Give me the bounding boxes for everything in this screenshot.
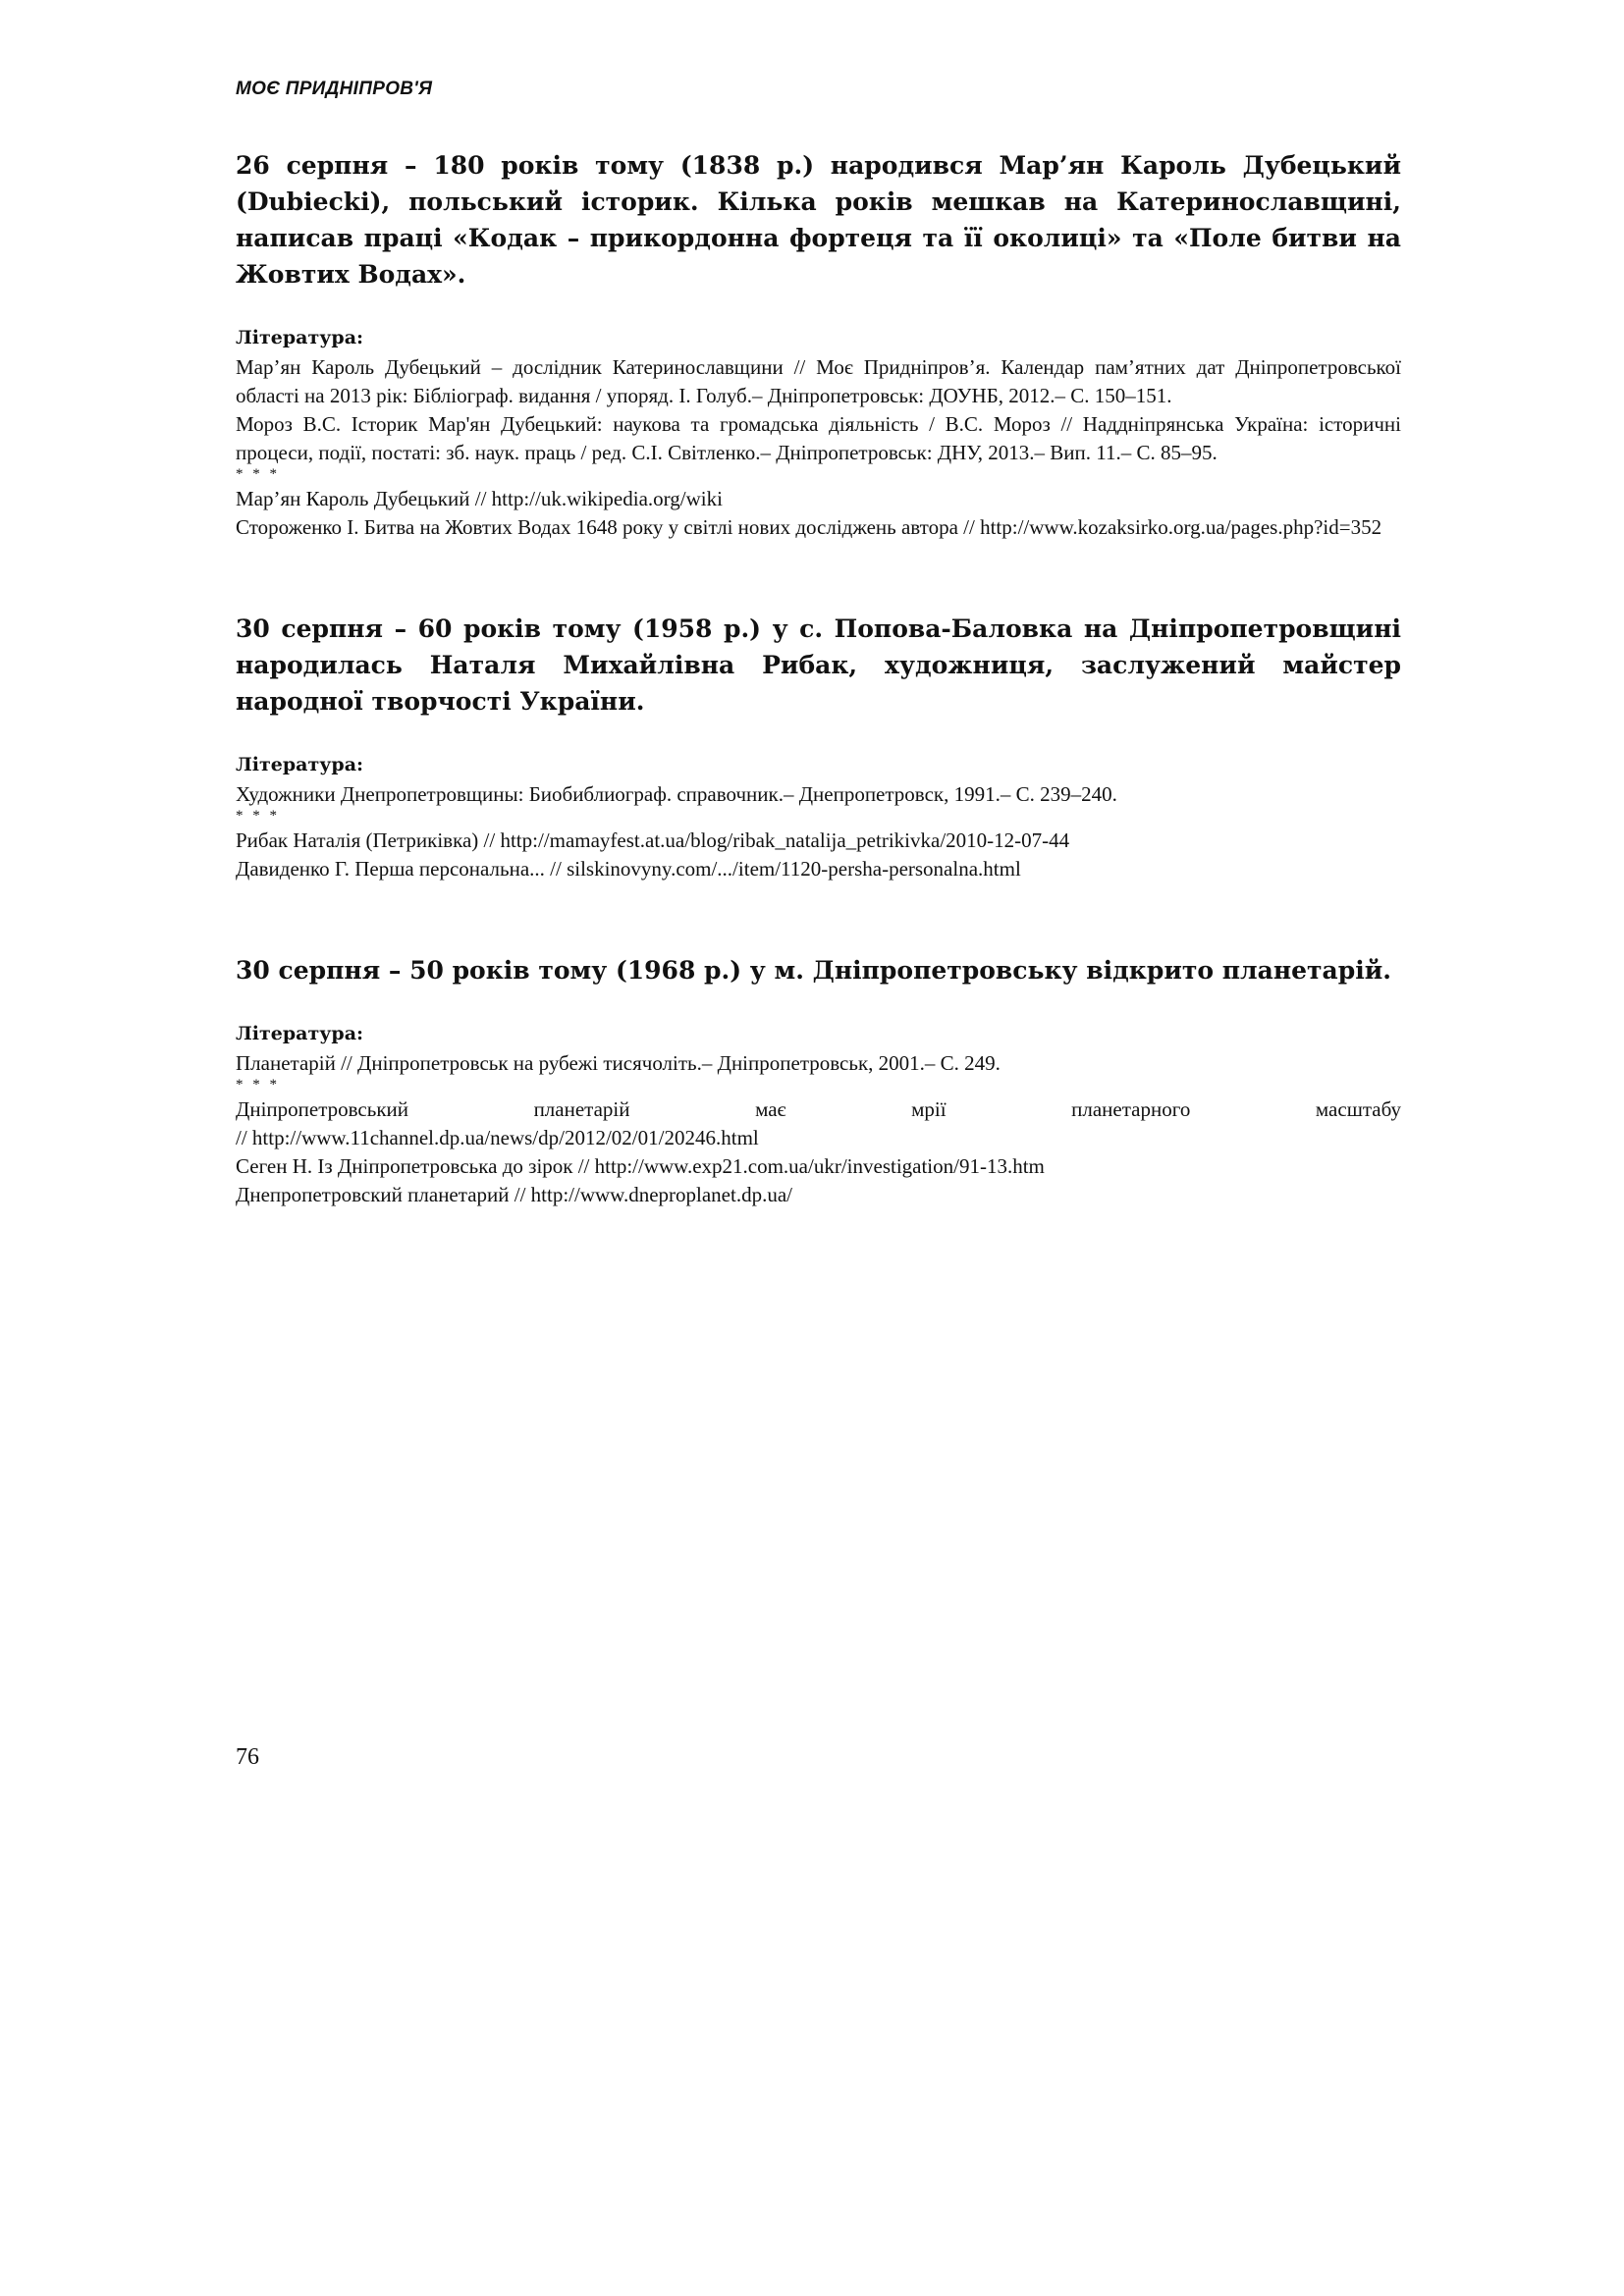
running-header: МОЄ ПРИДНІПРОВ'Я <box>236 79 433 99</box>
calendar-entry <box>236 611 1401 883</box>
entry-title: 30 серпня – 60 років тому (1958 р.) у с. Попова-Баловка на Дніпропетровщині народилась Наталя Михайлівна Рибак, художниця, заслужений майстер народної творчості України. <box>236 614 1401 716</box>
reference-item: Стороженко І. Битва на Жовтих Водах 1648 року у світлі нових досліджень автора // http://www.kozaksirko.org.ua/pages.php?id=352 <box>236 515 1382 539</box>
reference-item: Мар’ян Кароль Дубецький // http://uk.wikipedia.org/wiki <box>236 487 723 510</box>
reference-item: Дніпропетровський планетарій має мрії планетарного масштабу <box>236 1097 1401 1121</box>
literature-heading: Література: <box>236 1023 364 1044</box>
literature-heading: Література: <box>236 327 364 348</box>
entry-title: 30 серпня – 50 років тому (1968 р.) у м. Дніпропетровську відкрито планетарій. <box>236 956 1391 985</box>
reference-item: Планетарій // Дніпропетровськ на рубежі тисячоліть.– Дніпропетровськ, 2001.– С. 249. <box>236 1051 1001 1075</box>
calendar-entry <box>236 147 1401 542</box>
reference-item: Днепропетровский планетарий // http://www.dneproplanet.dp.ua/ <box>236 1183 792 1206</box>
reference-item: // http://www.11channel.dp.ua/news/dp/2012/02/01/20246.html <box>236 1126 759 1149</box>
entry-title: 26 серпня – 180 років тому (1838 р.) народився Мар’ян Кароль Дубецький (Dubiecki), польський історик. Кілька років мешкав на Катеринославщині, написав праці «Кодак – прикордонна фортеця та її околиці» та «Поле битви на Жовтих Водах». <box>236 151 1401 289</box>
reference-item: Мар’ян Кароль Дубецький – дослідник Катеринославщини // Моє Придніпров’я. Календар пам’ятних дат Дніпропетровської області на 2013 рік: Бібліограф. видання / упоряд. І. Голуб.– Дніпропетровськ: ДОУНБ, 2012.– С. 150–151. <box>236 355 1401 407</box>
document-page <box>236 0 1401 2296</box>
reference-item: Сеген Н. Із Дніпропетровська до зірок // http://www.exp21.com.ua/ukr/investigation/91-13.htm <box>236 1154 1045 1178</box>
page-number: 76 <box>236 1744 259 1770</box>
reference-item: Художники Днепропетровщины: Биобиблиограф. справочник.– Днепропетровск, 1991.– С. 239–240. <box>236 782 1117 806</box>
page-content <box>236 147 1401 1278</box>
reference-item: Мороз В.С. Історик Мар'ян Дубецький: наукова та громадська діяльність / В.С. Мороз // Наддніпрянська Україна: історичні процеси, події, постаті: зб. наук. праць / ред. С.І. Світленко.– Дніпропетровськ: ДНУ, 2013.– Вип. 11.– С. 85–95. <box>236 412 1401 464</box>
reference-item: Давиденко Г. Перша персональна... // silskinovyny.com/.../item/1120-persha-personalna.html <box>236 857 1021 881</box>
calendar-entry <box>236 952 1401 1209</box>
literature-heading: Література: <box>236 754 364 775</box>
section-separator: * * * <box>236 466 280 482</box>
section-separator: * * * <box>236 1077 280 1093</box>
section-separator: * * * <box>236 808 280 824</box>
reference-item: Рибак Наталія (Петриківка) // http://mamayfest.at.ua/blog/ribak_natalija_petrikivka/2010-12-07-44 <box>236 828 1070 852</box>
